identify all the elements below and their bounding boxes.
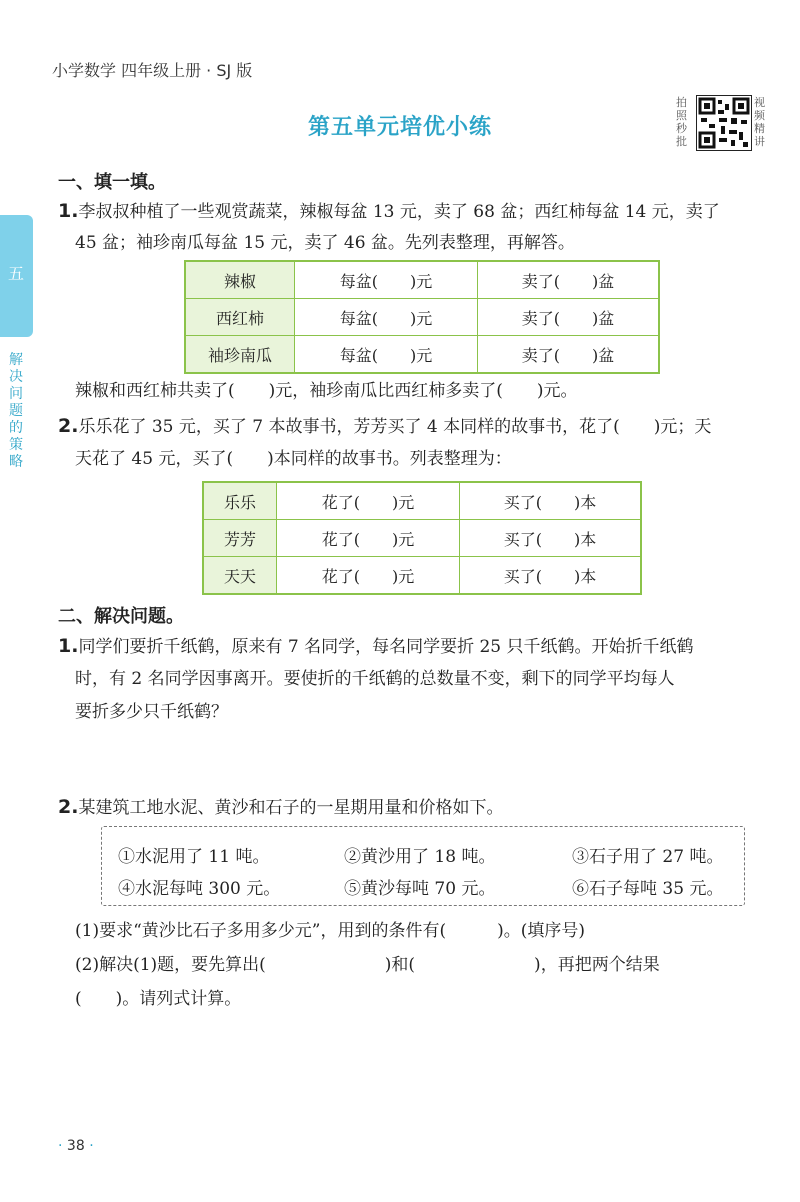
- table-cell[interactable]: 每盆( )元: [295, 336, 478, 374]
- condition-4: ④水泥每吨 300 元。: [118, 879, 281, 899]
- table-cell[interactable]: 花了( )元: [277, 482, 460, 520]
- table-cell[interactable]: 卖了( )盆: [478, 336, 660, 374]
- unit-topic: 解决问题的策略: [9, 352, 23, 470]
- s1-q2-line2: 天花了 45 元，买了( )本同样的故事书。列表整理为：: [75, 449, 512, 469]
- table-row: [203, 520, 641, 557]
- s1-q2-table: [202, 481, 642, 595]
- dot-icon: ·: [58, 1138, 63, 1154]
- qr-left-label: 拍照秒批: [676, 96, 687, 148]
- row-label: 乐乐: [203, 482, 277, 520]
- condition-2: ②黄沙用了 18 吨。: [344, 847, 496, 867]
- s1-q1-line1: 1.李叔叔种植了一些观赏蔬菜，辣椒每盆 13 元，卖了 68 盆；西红柿每盆 14 元，卖了: [58, 200, 720, 222]
- table-cell[interactable]: 每盆( )元: [295, 261, 478, 299]
- unit-tab: [0, 215, 33, 337]
- section2-heading: 二、解决问题。: [58, 606, 184, 627]
- page-title: 第五单元培优小练: [307, 115, 492, 140]
- s2-q1-line3: 要折多少只千纸鹤？: [75, 702, 228, 722]
- s1-q1-answer[interactable]: 辣椒和西红柿共卖了( )元，袖珍南瓜比西红柿多卖了( )元。: [75, 381, 578, 401]
- s2-q1-number: 1.: [58, 635, 79, 657]
- qr-right-label: 视频精讲: [754, 96, 765, 148]
- table-cell[interactable]: 花了( )元: [277, 557, 460, 595]
- unit-tab-label: 五: [8, 264, 25, 283]
- condition-3: ③石子用了 27 吨。: [572, 847, 724, 867]
- s1-q2-line1: 2.乐乐花了 35 元，买了 7 本故事书，芳芳买了 4 本同样的故事书，花了( )元；天: [58, 415, 712, 437]
- s2-q2-sub2-line2[interactable]: ( )。请列式计算。: [75, 989, 242, 1009]
- book-header: 小学数学 四年级上册 · SJ 版: [52, 61, 253, 80]
- row-label: 西红柿: [185, 299, 295, 336]
- qr-code-icon: [697, 96, 751, 150]
- table-cell[interactable]: 买了( )本: [460, 482, 642, 520]
- s1-q1-number: 1.: [58, 200, 79, 222]
- table-row: [203, 482, 641, 520]
- table-cell[interactable]: 花了( )元: [277, 520, 460, 557]
- row-label: 辣椒: [185, 261, 295, 299]
- s2-q2-number: 2.: [58, 796, 79, 818]
- qr-code[interactable]: [696, 95, 752, 151]
- condition-6: ⑥石子每吨 35 元。: [572, 879, 724, 899]
- s1-q2-number: 2.: [58, 415, 79, 437]
- condition-1: ①水泥用了 11 吨。: [118, 847, 270, 867]
- table-cell[interactable]: 卖了( )盆: [478, 299, 660, 336]
- table-cell[interactable]: 买了( )本: [460, 557, 642, 595]
- row-label: 芳芳: [203, 520, 277, 557]
- s2-q2-line1: 2.某建筑工地水泥、黄沙和石子的一星期用量和价格如下。: [58, 796, 504, 818]
- section1-heading: 一、填一填。: [58, 172, 166, 193]
- condition-5: ⑤黄沙每吨 70 元。: [344, 879, 496, 899]
- s2-q1-line2: 时，有 2 名同学因事离开。要使折的千纸鹤的总数量不变，剩下的同学平均每人: [75, 669, 675, 689]
- table-row: [185, 299, 659, 336]
- row-label: 天天: [203, 557, 277, 595]
- s2-q2-sub2-line1[interactable]: (2)解决(1)题，要先算出( )和( )，再把两个结果: [75, 955, 660, 975]
- table-cell[interactable]: 买了( )本: [460, 520, 642, 557]
- table-row: [185, 336, 659, 374]
- row-label: 袖珍南瓜: [185, 336, 295, 374]
- s1-q1-line2: 45 盆；袖珍南瓜每盆 15 元，卖了 46 盆。先列表整理，再解答。: [75, 233, 575, 253]
- table-cell[interactable]: 每盆( )元: [295, 299, 478, 336]
- table-row: [185, 261, 659, 299]
- s2-q1-line1: 1.同学们要折千纸鹤，原来有 7 名同学，每名同学要折 25 只千纸鹤。开始折千纸鹤: [58, 635, 694, 657]
- s1-q1-table: [184, 260, 660, 374]
- dot-icon: ·: [89, 1138, 94, 1154]
- table-row: [203, 557, 641, 595]
- table-cell[interactable]: 卖了( )盆: [478, 261, 660, 299]
- page-number: · 38 ·: [58, 1138, 94, 1154]
- s2-q2-sub1[interactable]: (1)要求“黄沙比石子多用多少元”，用到的条件有( )。(填序号): [75, 921, 585, 941]
